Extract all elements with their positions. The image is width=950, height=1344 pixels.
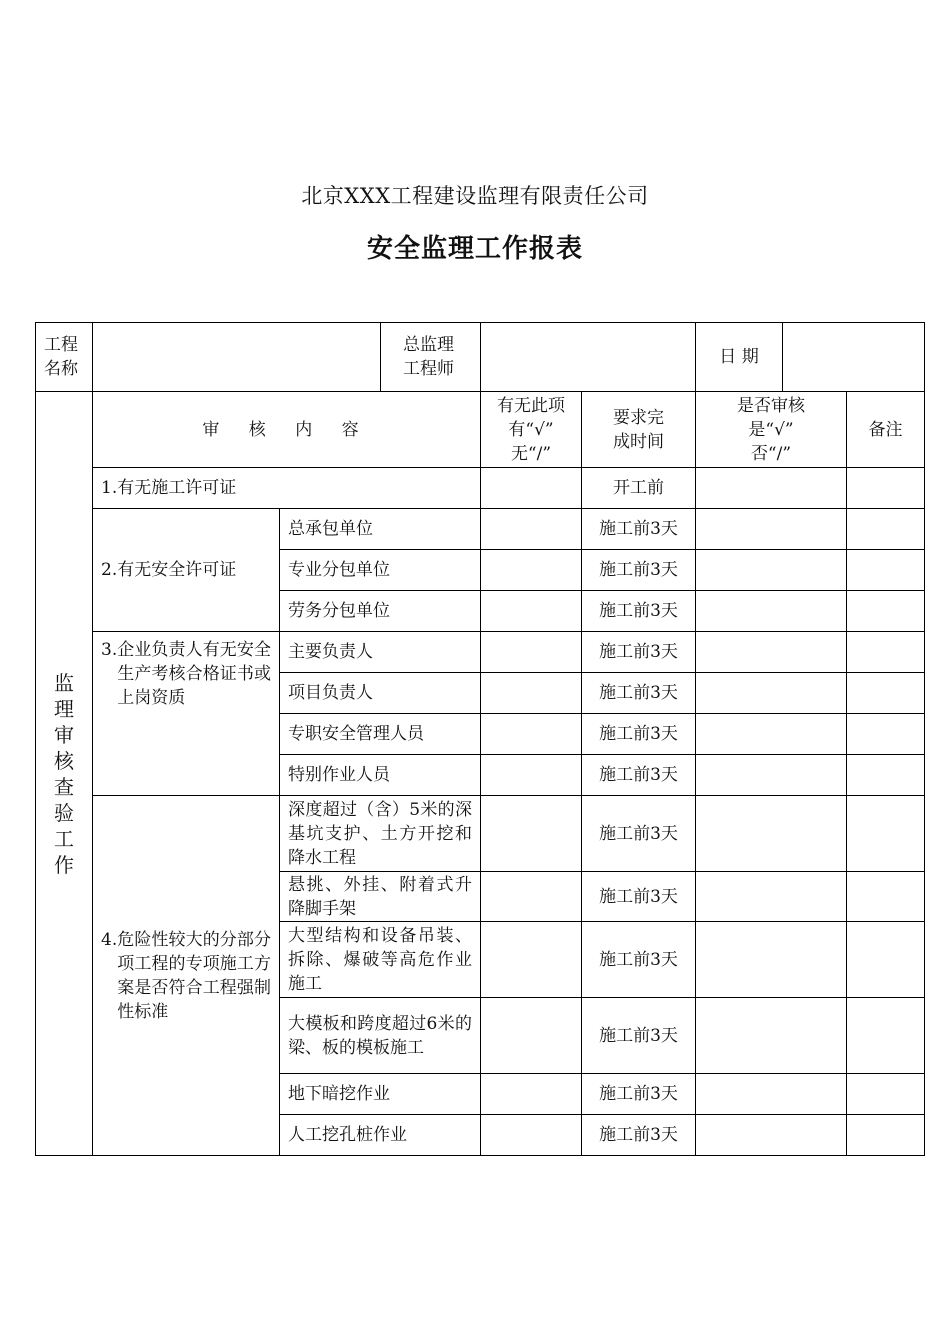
- section-label: 监理审核查验工作: [36, 392, 93, 1156]
- item-1-time: 开工前: [582, 468, 696, 509]
- report-title: 安全监理工作报表: [366, 234, 583, 264]
- company-name: 北京XXX工程建设监理有限责任公司: [301, 184, 649, 208]
- column-header-review: 是否审核 是“√” 否“/”: [696, 392, 847, 468]
- item-4-sub-3: 大型结构和设备吊装、拆除、爆破等高危作业施工: [280, 922, 481, 998]
- item-4-1-remark-cell[interactable]: [847, 796, 925, 872]
- item-2-sub-3: 劳务分包单位: [280, 591, 481, 632]
- item-2-sub-2: 专业分包单位: [280, 550, 481, 591]
- item-3-2-remark-cell[interactable]: [847, 673, 925, 714]
- item-2-3-review-cell[interactable]: [696, 591, 847, 632]
- item-4-title: 4. 危险性较大的分部分项工程的专项施工方案是否符合工程强制性标准: [93, 796, 280, 1156]
- item-3-1-exist-cell[interactable]: [481, 632, 582, 673]
- item-3-2-time: 施工前3天: [582, 673, 696, 714]
- item-4-6-time: 施工前3天: [582, 1115, 696, 1156]
- safety-report-table: [35, 322, 925, 1156]
- item-2-2-remark-cell[interactable]: [847, 550, 925, 591]
- item-3-4-review-cell[interactable]: [696, 755, 847, 796]
- item-4-5-exist-cell[interactable]: [481, 1074, 582, 1115]
- item-2-1-time: 施工前3天: [582, 509, 696, 550]
- item-4-1-time: 施工前3天: [582, 796, 696, 872]
- item-4-2-time: 施工前3天: [582, 872, 696, 922]
- item-3-4-remark-cell[interactable]: [847, 755, 925, 796]
- project-name-label: 工程名称: [36, 323, 93, 392]
- item-4-4-review-cell[interactable]: [696, 998, 847, 1074]
- item-2-title: 2.有无安全许可证: [93, 509, 280, 632]
- item-2-2-exist-cell[interactable]: [481, 550, 582, 591]
- item-1-exist-cell[interactable]: [481, 468, 582, 509]
- date-label: 日 期: [696, 323, 783, 392]
- item-2-3-time: 施工前3天: [582, 591, 696, 632]
- item-3-3-review-cell[interactable]: [696, 714, 847, 755]
- item-2-1-remark-cell[interactable]: [847, 509, 925, 550]
- item-3-sub-3: 专职安全管理人员: [280, 714, 481, 755]
- project-name-field[interactable]: [93, 323, 381, 392]
- item-3-1-time: 施工前3天: [582, 632, 696, 673]
- item-4-2-remark-cell[interactable]: [847, 872, 925, 922]
- item-3-sub-4: 特别作业人员: [280, 755, 481, 796]
- item-4-6-exist-cell[interactable]: [481, 1115, 582, 1156]
- item-2-2-time: 施工前3天: [582, 550, 696, 591]
- item-2-1-review-cell[interactable]: [696, 509, 847, 550]
- item-4-4-time: 施工前3天: [582, 998, 696, 1074]
- item-3-sub-2: 项目负责人: [280, 673, 481, 714]
- item-4-5-review-cell[interactable]: [696, 1074, 847, 1115]
- item-4-5-time: 施工前3天: [582, 1074, 696, 1115]
- item-4-1-exist-cell[interactable]: [481, 796, 582, 872]
- column-header-content: 审 核 内 容: [93, 392, 481, 468]
- item-4-sub-6: 人工挖孔桩作业: [280, 1115, 481, 1156]
- column-header-exist: 有无此项 有“√” 无“/”: [481, 392, 582, 468]
- item-4-1-review-cell[interactable]: [696, 796, 847, 872]
- item-3-1-remark-cell[interactable]: [847, 632, 925, 673]
- item-3-title: 3. 企业负责人有无安全生产考核合格证书或上岗资质: [93, 632, 280, 796]
- item-4-3-exist-cell[interactable]: [481, 922, 582, 998]
- item-4-5-remark-cell[interactable]: [847, 1074, 925, 1115]
- item-4-3-remark-cell[interactable]: [847, 922, 925, 998]
- item-3-3-time: 施工前3天: [582, 714, 696, 755]
- item-4-6-review-cell[interactable]: [696, 1115, 847, 1156]
- item-2-sub-1: 总承包单位: [280, 509, 481, 550]
- item-4-sub-2: 悬挑、外挂、附着式升降脚手架: [280, 872, 481, 922]
- item-2-3-exist-cell[interactable]: [481, 591, 582, 632]
- item-4-2-review-cell[interactable]: [696, 872, 847, 922]
- item-3-sub-1: 主要负责人: [280, 632, 481, 673]
- item-4-4-remark-cell[interactable]: [847, 998, 925, 1074]
- item-1-review-cell[interactable]: [696, 468, 847, 509]
- item-3-3-exist-cell[interactable]: [481, 714, 582, 755]
- chief-engineer-label: 总监理工程师: [381, 323, 481, 392]
- item-1-title: 1.有无施工许可证: [93, 468, 481, 509]
- column-header-remark: 备注: [847, 392, 925, 468]
- item-3-4-time: 施工前3天: [582, 755, 696, 796]
- item-2-1-exist-cell[interactable]: [481, 509, 582, 550]
- item-2-2-review-cell[interactable]: [696, 550, 847, 591]
- item-4-sub-4: 大模板和跨度超过6米的梁、板的模板施工: [280, 998, 481, 1074]
- item-1-remark-cell[interactable]: [847, 468, 925, 509]
- date-field[interactable]: [783, 323, 925, 392]
- column-header-time: 要求完 成时间: [582, 392, 696, 468]
- item-4-6-remark-cell[interactable]: [847, 1115, 925, 1156]
- item-4-3-review-cell[interactable]: [696, 922, 847, 998]
- chief-engineer-field[interactable]: [481, 323, 696, 392]
- item-4-4-exist-cell[interactable]: [481, 998, 582, 1074]
- item-3-2-exist-cell[interactable]: [481, 673, 582, 714]
- item-4-2-exist-cell[interactable]: [481, 872, 582, 922]
- item-3-3-remark-cell[interactable]: [847, 714, 925, 755]
- item-3-1-review-cell[interactable]: [696, 632, 847, 673]
- item-4-3-time: 施工前3天: [582, 922, 696, 998]
- item-3-4-exist-cell[interactable]: [481, 755, 582, 796]
- item-4-sub-5: 地下暗挖作业: [280, 1074, 481, 1115]
- item-3-2-review-cell[interactable]: [696, 673, 847, 714]
- item-2-3-remark-cell[interactable]: [847, 591, 925, 632]
- item-4-sub-1: 深度超过（含）5米的深基坑支护、土方开挖和降水工程: [280, 796, 481, 872]
